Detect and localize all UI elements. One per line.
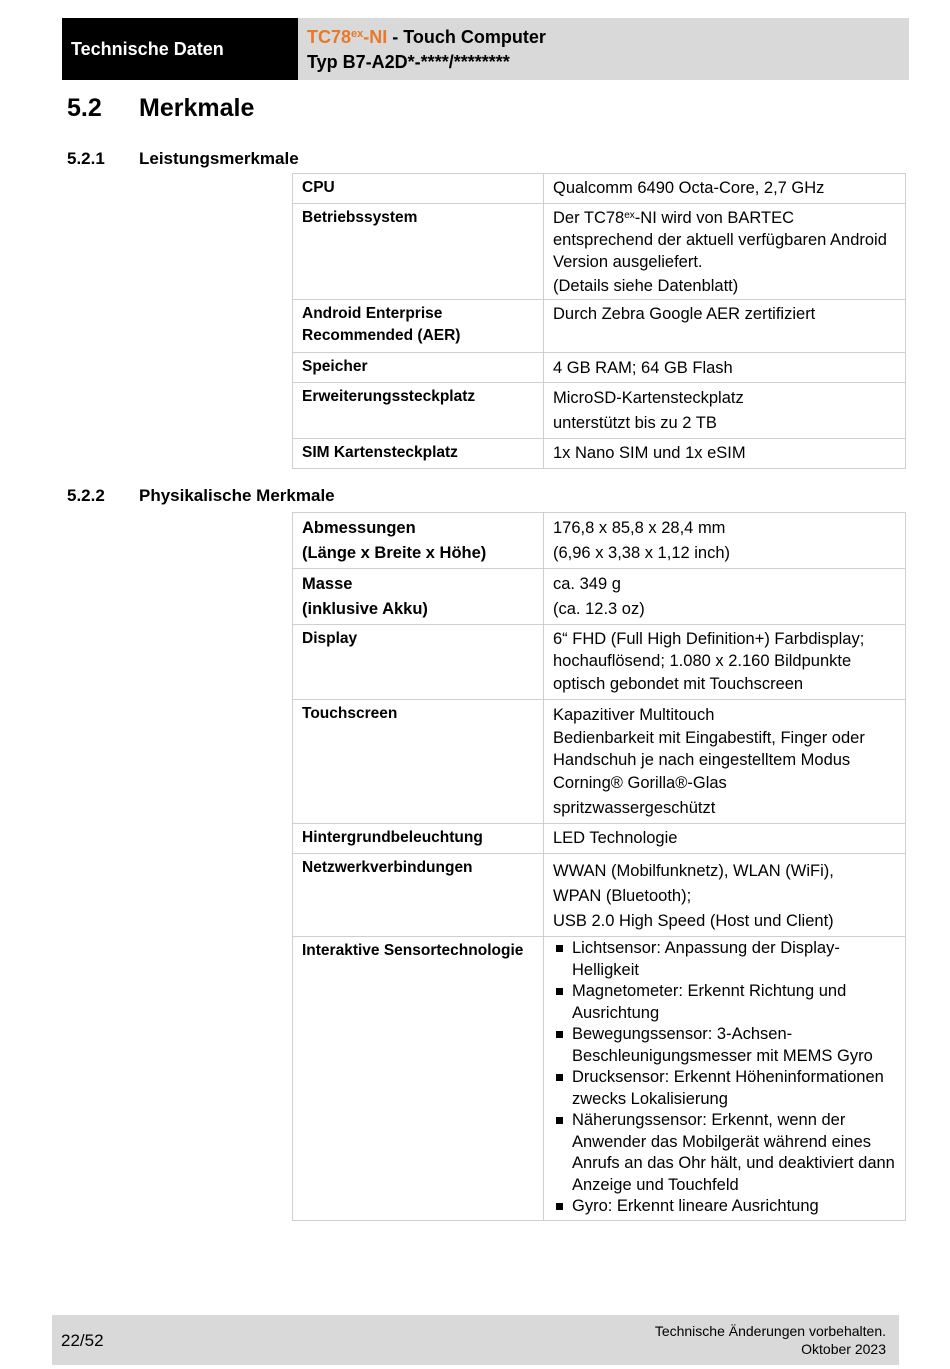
list-item: Drucksensor: Erkennt Höheninformationen zwecks Lokalisierung bbox=[553, 1067, 896, 1110]
row-value bbox=[544, 569, 906, 625]
list-item: Bewegungssensor: 3-Achsen-Beschleunigungsmesser mit MEMS Gyro bbox=[553, 1024, 896, 1067]
os-text-post: -NI wird von BARTEC entsprechend der aktuell verfügbaren Android Version ausgeliefert. bbox=[553, 209, 887, 271]
header-section-label bbox=[62, 18, 298, 80]
table-row bbox=[293, 174, 906, 204]
value-line: optisch gebondet mit Touchscreen bbox=[553, 675, 804, 693]
label-line: Abmessungen bbox=[302, 519, 416, 537]
table-row bbox=[293, 824, 906, 854]
page-number: 22/52 bbox=[61, 1331, 104, 1350]
row-value bbox=[544, 700, 906, 824]
table-row bbox=[293, 937, 906, 1221]
product-superscript: ex bbox=[351, 28, 364, 40]
value-line: Bedienbarkeit mit Eingabestift, Finger oder Handschuh je nach eingestelltem Modus bbox=[553, 729, 865, 769]
header-section-text: Technische Daten bbox=[71, 38, 224, 59]
value-line: WPAN (Bluetooth); bbox=[553, 887, 692, 905]
row-value bbox=[544, 854, 906, 937]
row-label: Display bbox=[293, 625, 544, 700]
table-row bbox=[293, 625, 906, 700]
row-label bbox=[293, 569, 544, 625]
os-text bbox=[553, 207, 896, 273]
row-label: Android Enterprise Recommended (AER) bbox=[293, 300, 544, 353]
value-line: 6“ FHD (Full High Definition+) Farbdisplay; hochauflösend; 1.080 x 2.160 Bildpunkte bbox=[553, 630, 865, 670]
table-row bbox=[293, 353, 906, 383]
row-label: Betriebssystem bbox=[293, 204, 544, 300]
performance-table bbox=[292, 173, 906, 469]
row-label: Hintergrundbeleuchtung bbox=[293, 824, 544, 854]
table-row bbox=[293, 513, 906, 569]
value-line: ca. 349 g bbox=[553, 575, 621, 593]
label-line: (inklusive Akku) bbox=[302, 600, 428, 618]
value-line: Kapazitiver Multitouch bbox=[553, 706, 715, 724]
row-value: Durch Zebra Google AER zertifiziert bbox=[544, 300, 906, 353]
value-line: (ca. 12.3 oz) bbox=[553, 600, 645, 618]
list-item: Lichtsensor: Anpassung der Display-Helligkeit bbox=[553, 938, 896, 981]
value-line: spritzwassergeschützt bbox=[553, 799, 716, 817]
table-row bbox=[293, 383, 906, 439]
subsection-2-number: 5.2.2 bbox=[67, 486, 105, 505]
row-label: Netzwerkverbindungen bbox=[293, 854, 544, 937]
subsection-1-number: 5.2.1 bbox=[67, 149, 105, 168]
row-value: 4 GB RAM; 64 GB Flash bbox=[544, 353, 906, 383]
row-value bbox=[544, 513, 906, 569]
list-item: Magnetometer: Erkennt Richtung und Ausrichtung bbox=[553, 981, 896, 1024]
label-line: (Länge x Breite x Höhe) bbox=[302, 544, 487, 562]
row-label bbox=[293, 513, 544, 569]
product-description: - Touch Computer bbox=[387, 27, 546, 47]
subsection-1-title: Leistungsmerkmale bbox=[139, 149, 299, 168]
list-item: Gyro: Erkennt lineare Ausrichtung bbox=[553, 1196, 896, 1218]
table-row bbox=[293, 854, 906, 937]
value-line: 176,8 x 85,8 x 28,4 mm bbox=[553, 519, 726, 537]
footer-note-line: Oktober 2023 bbox=[801, 1341, 886, 1357]
row-label: Interaktive Sensortechnologie bbox=[293, 937, 544, 1221]
row-label: SIM Kartensteckplatz bbox=[293, 439, 544, 469]
row-value bbox=[544, 625, 906, 700]
row-label: Touchscreen bbox=[293, 700, 544, 824]
row-value bbox=[544, 204, 906, 300]
row-label: Speicher bbox=[293, 353, 544, 383]
section-title: Merkmale bbox=[139, 94, 255, 122]
table-row bbox=[293, 700, 906, 824]
row-value bbox=[544, 383, 906, 439]
table-row bbox=[293, 439, 906, 469]
table-row bbox=[293, 569, 906, 625]
page-footer bbox=[52, 1315, 899, 1365]
table-row bbox=[293, 204, 906, 300]
physical-table bbox=[292, 512, 906, 1221]
row-value bbox=[544, 937, 906, 1221]
footer-note-line: Technische Änderungen vorbehalten. bbox=[654, 1323, 886, 1339]
row-value: Qualcomm 6490 Octa-Core, 2,7 GHz bbox=[544, 174, 906, 204]
table-row bbox=[293, 300, 906, 353]
row-value: 1x Nano SIM und 1x eSIM bbox=[544, 439, 906, 469]
sensor-list bbox=[553, 938, 896, 1218]
value-line: USB 2.0 High Speed (Host und Client) bbox=[553, 912, 834, 930]
header-product-block bbox=[298, 18, 909, 80]
value-line: MicroSD-Kartensteckplatz bbox=[553, 389, 744, 407]
value-line: (6,96 x 3,38 x 1,12 inch) bbox=[553, 544, 731, 562]
list-item: Näherungssensor: Erkennt, wenn der Anwender das Mobilgerät während eines Anrufs an das Ohr hält, und deaktiviert dann Anzeige und Touchfeld bbox=[553, 1110, 896, 1196]
label-line: Masse bbox=[302, 575, 353, 593]
os-note: (Details siehe Datenblatt) bbox=[553, 277, 739, 295]
os-text-sup: ex bbox=[624, 210, 635, 221]
product-type: Typ B7-A2D*-****/******** bbox=[307, 52, 510, 72]
row-label: Erweiterungssteckplatz bbox=[293, 383, 544, 439]
section-number: 5.2 bbox=[67, 94, 102, 122]
product-name: TC78 bbox=[307, 27, 352, 47]
product-suffix: -NI bbox=[363, 27, 388, 47]
row-value: LED Technologie bbox=[544, 824, 906, 854]
footer-note bbox=[655, 1322, 886, 1358]
product-title bbox=[307, 25, 909, 50]
os-text-pre: Der TC78 bbox=[553, 209, 625, 227]
value-line: unterstützt bis zu 2 TB bbox=[553, 414, 717, 432]
value-line: Corning® Gorilla®-Glas bbox=[553, 774, 727, 792]
subsection-2-title: Physikalische Merkmale bbox=[139, 486, 335, 505]
row-label: CPU bbox=[293, 174, 544, 204]
value-line: WWAN (Mobilfunknetz), WLAN (WiFi), bbox=[553, 862, 834, 880]
